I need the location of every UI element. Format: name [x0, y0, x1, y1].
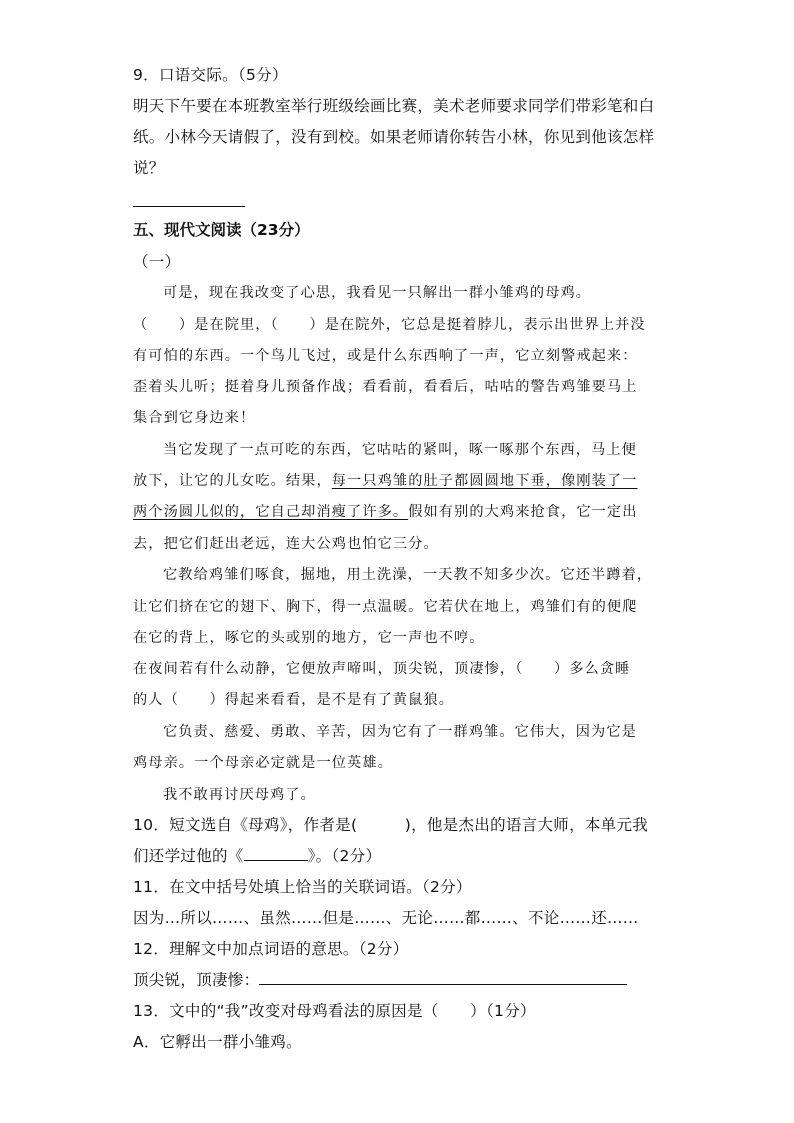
q12-answer-blank[interactable] — [259, 983, 627, 985]
underlined-sentence: 每一只鸡雏的肚子都圆圆地下垂，像刚装了一 — [331, 473, 638, 489]
q10-answer-blank[interactable] — [244, 859, 308, 861]
passage-text: 放下，让它的儿女吃。结果， — [133, 473, 332, 489]
passage-paragraph-7: 我不敢再讨厌母鸡了。 — [163, 787, 316, 803]
passage-paragraph-3-line-1: 当它发现了一点可吃的东西，它咕咕的紧叫，啄一啄那个东西，马上便 — [163, 442, 637, 458]
q13-option-a: A．它孵出一群小雏鸡。 — [133, 1033, 302, 1051]
q9-answer-line — [133, 206, 245, 207]
q12-answer-row — [133, 973, 663, 989]
q9-text-line-2: 纸。小林今天请假了，没有到校。如果老师请你转告小林，你见到他该怎样 — [133, 128, 655, 146]
passage-paragraph-3-line-4: 去，把它们赶出老远，连大公鸡也怕它三分。 — [133, 536, 439, 552]
passage-paragraph-2-line-2: 有可怕的东西。一个鸟儿飞过，或是什么东西响了一声，它立刻警戒起来： — [133, 348, 638, 364]
passage-paragraph-6-line-1: 它负责、慈爱、勇敢、辛苦，因为它有了一群鸡雏。它伟大，因为它是 — [163, 724, 637, 740]
q13-title: 13．文中的“我”改变对母鸡看法的原因是（ ）（1分） — [133, 1002, 536, 1020]
passage-paragraph-4-line-2: 让它们挤在它的翅下、胸下，得一点温暖。它若伏在地上，鸡雏们有的便爬 — [133, 599, 638, 615]
q9-text-line-3: 说？ — [133, 159, 165, 177]
underlined-sentence: 两个汤圆儿似的，它自己却消瘦了许多。 — [133, 504, 409, 520]
passage-paragraph-2-line-4: 集合到它身边来！ — [133, 410, 256, 426]
q10-line-1: 10．短文选自《母鸡》，作者是( )，他是杰出的语言大师，本单元我 — [133, 816, 649, 834]
q11-options: 因为…所以……、虽然……但是……、无论……都……、不论……还…… — [133, 909, 639, 927]
q12-title: 12．理解文中加点词语的意思。（2分） — [133, 940, 409, 958]
passage-paragraph-1: 可是，现在我改变了心思，我看见一只解出一群小雏鸡的母鸡。 — [163, 285, 592, 301]
passage-paragraph-5-line-1: 在夜间若有什么动静，它便放声啼叫，顶尖锐，顶凄惨，（ ）多么贪睡 — [133, 661, 631, 677]
passage-paragraph-4-line-1: 它教给鸡雏们啄食，掘地，用土洗澡，一天教不知多少次。它还半蹲着， — [163, 567, 653, 583]
passage-paragraph-2-line-1: （ ）是在院里，（ ）是在院外，它总是挺着脖儿，表示出世界上并没 — [133, 317, 646, 333]
passage-paragraph-5-line-2: 的人（ ）得起来看看，是不是有了黄鼠狼。 — [133, 692, 455, 708]
q11-title: 11．在文中括号处填上恰当的关联词语。（2分） — [133, 878, 472, 896]
section-part-label: （一） — [133, 253, 181, 271]
q9-text-line-1: 明天下午要在本班教室举行班级绘画比赛，美术老师要求同学们带彩笔和白 — [133, 97, 655, 115]
q10-line-2 — [133, 849, 663, 865]
passage-paragraph-4-line-3: 在它的背上，啄它的头或别的地方，它一声也不哼。 — [133, 630, 485, 646]
section-heading: 五、现代文阅读（23分） — [133, 221, 310, 239]
passage-paragraph-3-line-3 — [133, 505, 663, 519]
passage-paragraph-3-line-2 — [133, 474, 663, 488]
passage-text: 假如有别的大鸡来抢食，它一定出 — [408, 504, 638, 520]
q9-title: 9．口语交际。（5分） — [133, 66, 288, 84]
q10-text: 们还学过他的《 — [133, 847, 244, 865]
q10-text: 》。（2分） — [307, 847, 382, 865]
passage-paragraph-6-line-2: 鸡母亲。一个母亲必定就是一位英雄。 — [133, 755, 393, 771]
q12-label: 顶尖锐，顶凄惨： — [133, 971, 260, 989]
passage-paragraph-2-line-3: 歪着头儿听；挺着身儿预备作战；看看前，看看后，咕咕的警告鸡雏要马上 — [133, 379, 638, 395]
